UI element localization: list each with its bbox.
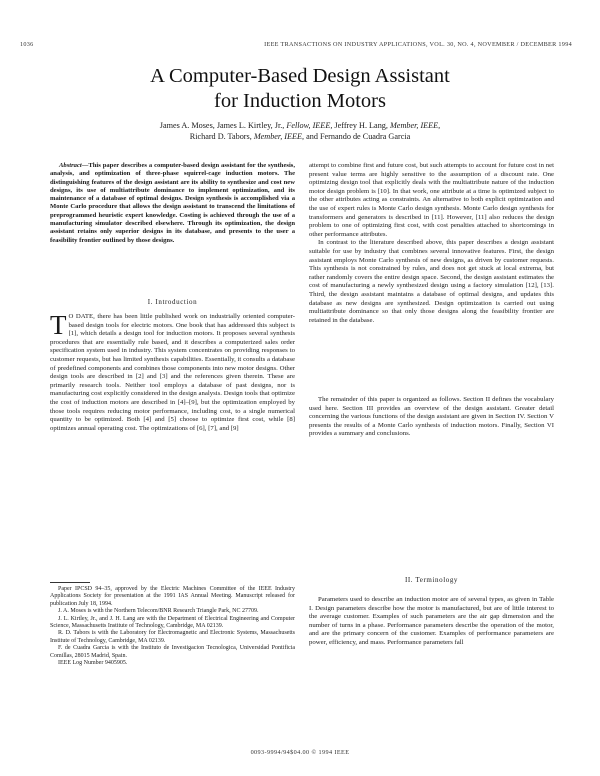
- footnote-author-4: F. de Cuadra Garcia is with the Instituto de Investigacion Tecnologica, Universidad Pontificia Comillas, 28015 Madrid, Spain.: [50, 645, 295, 659]
- author-1: James A. Moses, James L. Kirtley, Jr.,: [159, 121, 285, 130]
- abstract-text: This paper describes a computer-based design assistant for the synthesis, analysis, and optimization of three-phase squirrel-cage induction motors. The distinguishing features of the design assistant are its ability to synthesize and cost new designs, its use of multiattribute dominance to implement optimization, and its maintenance of a database of optimal designs. Design synthesis is accomplished via a Monte Carlo procedure that allows the design assistant to transcend the limitations of preprogrammed heuristic expert knowledge. Costing is achieved through the use of a manufacturing simulator described elsewhere. Through its optimization, the design assistant retains only superior designs in its database, and presents to the user a feasibility frontier outlined by those designs.: [50, 162, 295, 244]
- author-1-title: Fellow, IEEE,: [286, 121, 333, 130]
- right-column-top: [309, 162, 554, 325]
- title-line-2: for Induction Motors: [214, 90, 386, 112]
- section-heading-introduction: I. Introduction: [147, 298, 198, 306]
- footnote-author-3: R. D. Tabors is with the Laboratory for Electromagnetic and Electronic Systems, Massachusetts Institute of Technology, Cambridge, MA 02139.: [50, 630, 295, 644]
- intro-paragraph-1: O DATE, there has been little published work on industrially oriented computer-based design tools for electric motors. One book that has addressed this subject is [1], which details a design tool for induction motors. It proposes several synthesis procedures that are essentially rule based, and it describes a computerized sales order specification system used in industry. This system concentrates on providing responses to customer requests, but has limited synthesis capabilities. Essentially, it consults a database of predefined components and combines those components into new motor designs. Other design tools are described in [2] and [3] and the references given therein. These are primarily research tools. Neither tool employs a database of past designs, nor is manufacturing cost explicitly considered in the design analysis. Design tools that optimize the cost of induction motors are described in [4]–[9], but the optimization employed by those tools requires reducing motor performance, including cost, to a single numerical quantity to be optimized. Both [4] and [5] choose to optimize first cost, while [8] optimizes annual operating cost. The optimizations of [6], [7], and [9]: [50, 313, 295, 432]
- terminology-body: [309, 596, 554, 648]
- intro-paragraph-continued: attempt to combine first and future cost, but such attempts to account for future cost in net present value terms are highly sensitive to the assumption of a discount rate. One optimizing design tool that explicitly deals with the multiattribute nature of the induction motor design problem is [10]. In that work, one attribute at a time is optimized subject to the other attributes acting as constraints. An alternative to both explicit optimization and the use of expert rules is Monte Carlo design synthesis. Monte Carlo design synthesis for transformers and generators is described in [11]. However, [11] also reduces the design problem to one of optimizing first cost, with cost penalties attached to shortcomings in other performance attributes.: [309, 162, 554, 238]
- journal-running-title: IEEE TRANSACTIONS ON INDUSTRY APPLICATIONS, VOL. 30, NO. 4, NOVEMBER / DECEMBER 1994: [264, 41, 572, 48]
- abstract: [50, 162, 295, 245]
- author-3-title: Member, IEEE,: [253, 132, 305, 141]
- author-3: Richard D. Tabors,: [189, 132, 252, 141]
- author-list: [60, 120, 540, 142]
- author-2: Jeffrey H. Lang,: [334, 121, 388, 130]
- footnote-log-number: IEEE Log Number 9405905.: [58, 660, 128, 667]
- terminology-paragraph-1: Parameters used to describe an induction motor are of several types, as given in Table I. Design parameters describe how the motor is manufactured, but are of little interest to the average customer. Examples of such parameters are the air gap dimension and the number of turns in a phase. Performance parameters describe the operation of the motor, and are the primary concern of the customer. Examples of performance parameters are power, efficiency, and mass. Performance parameters fall: [309, 596, 554, 646]
- abstract-lead: Abstract—: [59, 162, 89, 169]
- footnote-manuscript: Paper IPCSD 94–35, approved by the Electric Machines Committee of the IEEE Industry Applications Society for presentation at the 1991 IAS Annual Meeting. Manuscript released for publication July 18, 1994.: [50, 586, 295, 607]
- introduction-body: [50, 310, 295, 433]
- right-column-mid: [309, 396, 554, 439]
- drop-cap: T: [50, 310, 67, 340]
- footnote-author-2: J. L. Kirtley, Jr., and J. H. Lang are with the Department of Electrical Engineering and Computer Science, Massachusetts Institute of Technology, Cambridge, MA 02139.: [50, 615, 295, 630]
- running-header: [20, 41, 572, 53]
- footnotes: [50, 586, 295, 667]
- author-2-title: Member, IEEE,: [389, 121, 441, 130]
- copyright-footer: 0093-9994/94$04.00 © 1994 IEEE: [250, 749, 350, 756]
- intro-paragraph-3: The remainder of this paper is organized as follows. Section II defines the vocabulary used here. Section III provides an overview of the design assistant. Greater detail concerning the various functions of the design assistant are given in Section IV. Section V presents the results of a Monte Carlo synthesis of induction motors. Finally, Section VI provides a summary and conclusions.: [309, 396, 554, 438]
- author-4: and Fernando de Cuadra Garcia: [306, 132, 411, 141]
- title-line-1: A Computer-Based Design Assistant: [150, 65, 450, 87]
- section-heading-terminology: II. Terminology: [404, 576, 459, 584]
- intro-paragraph-2: In contrast to the literature described above, this paper describes a design assistant suitable for use by industry that combines several innovative features. First, the design assistant employs Monte Carlo synthesis of new designs, as driven by customer requests. This synthesis is not constrained by rules, and does not get stuck at local extrema, but rather randomly covers the entire design space. Second, the design assistant estimates the cost of manufacturing a newly synthesized design using a factory simulation [12], [13]. Third, the design assistant maintains a database of optimal designs, and updates this database as new designs are synthesized. Design optimization is carried out using multiattribute dominance so that only those designs along the feasibility frontier are retained in the database.: [309, 239, 554, 324]
- paper-title: [0, 64, 600, 114]
- footnote-rule: [50, 582, 90, 583]
- footnote-author-1: J. A. Moses is with the Northern Telecom/BNR Research Triangle Park, NC 27709.: [58, 608, 259, 615]
- page-number: 1036: [20, 41, 34, 48]
